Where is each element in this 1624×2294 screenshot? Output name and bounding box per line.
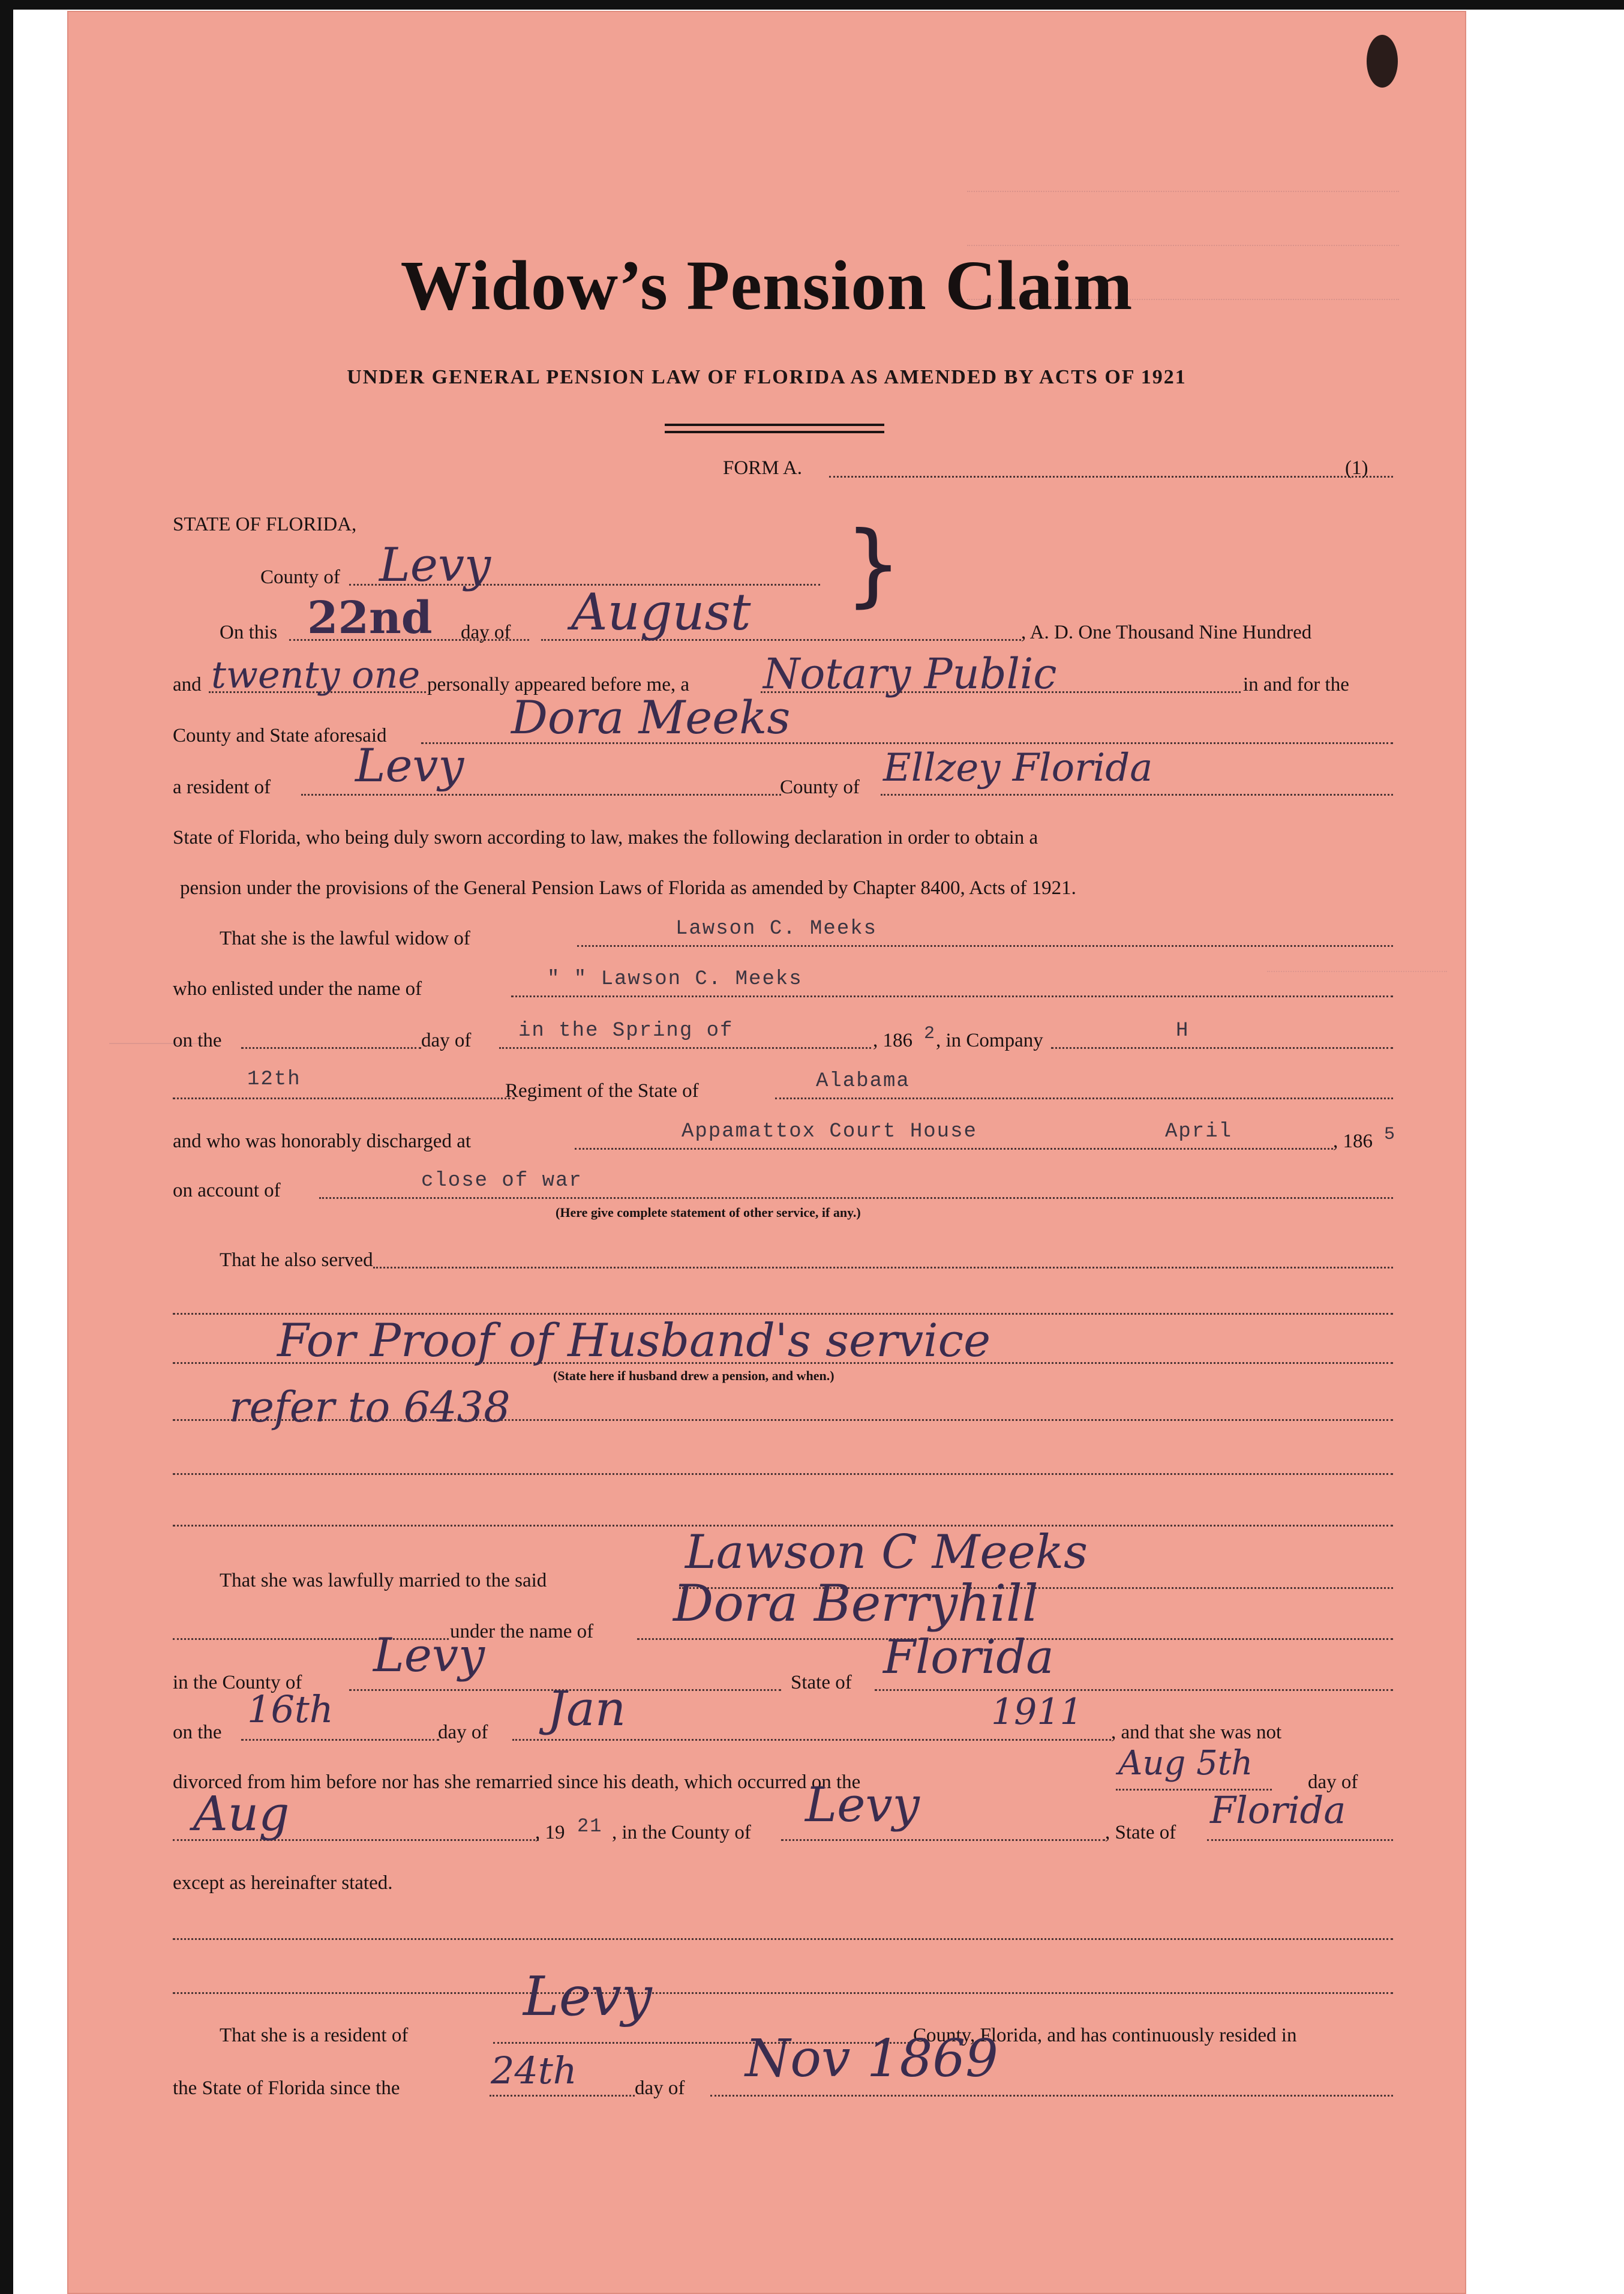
under-name-label: under the name of — [450, 1621, 594, 1642]
enlisted-under-label: who enlisted under the name of — [173, 978, 422, 1000]
ad-text: , A. D. One Thousand Nine Hundred — [1021, 622, 1312, 643]
town-line — [881, 794, 1393, 796]
death-year-typed: 21 — [577, 1815, 603, 1837]
bracket: } — [845, 512, 902, 617]
service-handwritten-2: refer to 6438 — [229, 1383, 511, 1432]
also-served-line5 — [173, 1473, 1393, 1475]
since-month-year-line — [710, 2095, 1393, 2097]
punch-hole — [1367, 35, 1398, 88]
title-rule-1 — [665, 424, 884, 426]
not-divorced-label: , and that she was not — [1111, 1722, 1282, 1743]
county-label: County of — [260, 566, 340, 588]
year-186b-label: , 186 — [1333, 1130, 1373, 1152]
form-line — [829, 476, 1393, 478]
marriage-state-line — [875, 1689, 1393, 1691]
except-line-1 — [173, 1938, 1393, 1940]
day-of-label-4: day of — [1308, 1771, 1358, 1793]
married-to-handwritten: Lawson C Meeks — [685, 1525, 1088, 1579]
service-handwritten-1: For Proof of Husband's service — [277, 1314, 991, 1367]
bleed-through-shading — [1267, 971, 1447, 972]
form-number: (1) — [1345, 457, 1368, 479]
declaration-line2: pension under the provisions of the General Pension Laws of Florida as amended by Chapter 8400, Acts of 1921. — [180, 877, 1076, 899]
scan-border-left — [0, 0, 13, 2294]
death-state-handwritten: Florida — [1210, 1788, 1346, 1832]
regiment-state-typed: Alabama — [816, 1070, 910, 1093]
death-county-handwritten: Levy — [805, 1777, 920, 1833]
discharge-line — [575, 1148, 1333, 1150]
in-and-for: in and for the — [1243, 674, 1349, 695]
claimant-handwritten: Dora Meeks — [511, 691, 791, 744]
lawful-widow-label: That she is the lawful widow of — [220, 928, 470, 949]
state-heading: STATE OF FLORIDA, — [173, 514, 357, 535]
bleed-through-shading — [967, 227, 1399, 246]
scan-border-top — [0, 0, 1624, 10]
in-county-label: in the County of — [173, 1672, 302, 1693]
marriage-day-line — [241, 1739, 439, 1741]
resident-label: That she is a resident of — [220, 2025, 409, 2046]
day-of-label-2: day of — [421, 1030, 472, 1051]
month-handwritten: August — [571, 583, 751, 641]
day-of-label-3: day of — [438, 1722, 488, 1743]
maiden-name-handwritten: Dora Berryhill — [673, 1574, 1038, 1633]
resident-handwritten: Levy — [355, 739, 464, 792]
discharge-month-typed: April — [1165, 1120, 1233, 1143]
regiment-typed: 12th — [247, 1068, 301, 1091]
bleed-through-shading — [109, 1043, 199, 1044]
officer-handwritten: Notary Public — [763, 649, 1057, 698]
husband-pension-note: (State here if husband drew a pension, and when.) — [553, 1368, 834, 1383]
since-day-line — [490, 2095, 635, 2097]
on-account-line — [319, 1197, 1393, 1199]
state-of-label: State of — [791, 1672, 852, 1693]
and-label: and — [173, 674, 202, 695]
except-as-label: except as hereinafter stated. — [173, 1872, 393, 1894]
marriage-day-handwritten: 16th — [247, 1687, 334, 1731]
death-state-line — [1207, 1839, 1393, 1841]
also-served-label: That he also served — [220, 1249, 373, 1271]
county-florida-resided: County, Florida, and has continuously resided in — [913, 2025, 1297, 2046]
pension-form-page — [67, 11, 1466, 2294]
county-state-aforesaid: County and State aforesaid — [173, 725, 387, 746]
enlisted-name-typed: " " Lawson C. Meeks — [547, 968, 803, 991]
other-service-note: (Here give complete statement of other service, if any.) — [556, 1205, 861, 1220]
in-county-of-label: , in the County of — [612, 1822, 751, 1843]
except-line-2 — [173, 1992, 1393, 1994]
death-county-line — [781, 1839, 1105, 1841]
year-handwritten: twenty one — [211, 653, 421, 697]
regiment-state-label: Regiment of the State of — [505, 1080, 699, 1102]
since-month-year-handwritten: Nov 1869 — [745, 2029, 998, 2089]
regiment-line — [173, 1097, 515, 1099]
discharged-label: and who was honorably discharged at — [173, 1130, 472, 1152]
form-title: Widow’s Pension Claim — [400, 246, 1133, 325]
state-of-label-2: , State of — [1105, 1822, 1176, 1843]
form-label: FORM A. — [723, 457, 803, 479]
marriage-year-handwritten: 1911 — [991, 1691, 1083, 1733]
marriage-county-handwritten: Levy — [373, 1629, 485, 1683]
county-of-label-2: County of — [780, 776, 860, 798]
enlisted-line — [511, 995, 1393, 997]
resident-of-label: a resident of — [173, 776, 271, 798]
on-account-typed: close of war — [421, 1170, 583, 1192]
married-label: That she was lawfully married to the said — [220, 1570, 547, 1591]
enlist-time-typed: in the Spring of — [518, 1019, 734, 1042]
since-day-handwritten: 24th — [491, 2049, 577, 2092]
also-served-line1 — [373, 1267, 1393, 1269]
declaration-line1: State of Florida, who being duly sworn according to law, makes the following declaration in order to obtain a — [173, 827, 1038, 848]
company-line — [1051, 1047, 1393, 1049]
marriage-month-line — [512, 1739, 1111, 1741]
on-this-label: On this — [220, 622, 278, 643]
on-the-label-2: on the — [173, 1722, 222, 1743]
divorced-line: divorced from him before nor has she remarried since his death, which occurred on the — [173, 1771, 861, 1793]
personally-appeared: personally appeared before me, a — [427, 674, 690, 695]
enlist-day-line — [241, 1047, 421, 1049]
form-subtitle: UNDER GENERAL PENSION LAW OF FLORIDA AS AMENDED BY ACTS OF 1921 — [347, 366, 1187, 388]
town-handwritten: Ellzey Florida — [883, 746, 1153, 790]
bleed-through-shading — [967, 173, 1399, 192]
marriage-state-handwritten: Florida — [883, 1630, 1054, 1684]
company-typed: H — [1176, 1019, 1190, 1042]
year-19-label: , 19 — [535, 1822, 565, 1843]
day-of-label: day of — [461, 622, 511, 643]
in-company-label: , in Company — [936, 1030, 1043, 1051]
day-handwritten: 22nd — [307, 592, 433, 644]
on-the-label: on the — [173, 1030, 222, 1051]
state-since-label: the State of Florida since the — [173, 2077, 400, 2099]
year-186-label: , 186 — [873, 1030, 912, 1051]
enlist-year-digit: 2 — [924, 1024, 936, 1044]
enlist-time-line — [499, 1047, 871, 1049]
discharge-year-digit: 5 — [1384, 1124, 1397, 1145]
widow-of-line — [577, 945, 1393, 947]
widow-of-typed: Lawson C. Meeks — [676, 917, 878, 940]
residence-county-handwritten: Levy — [523, 1965, 652, 2028]
discharged-at-typed: Appamattox Court House — [682, 1120, 977, 1143]
death-day-handwritten: Aug 5th — [1118, 1744, 1253, 1783]
title-rule-2 — [665, 431, 884, 433]
death-month-handwritten: Aug — [193, 1786, 290, 1842]
county-handwritten: Levy — [379, 538, 491, 592]
day-of-label-5: day of — [635, 2077, 685, 2099]
marriage-month-handwritten: Jan — [547, 1681, 626, 1737]
on-account-label: on account of — [173, 1180, 281, 1201]
resident-line — [301, 794, 781, 796]
regiment-state-line — [775, 1097, 1393, 1099]
